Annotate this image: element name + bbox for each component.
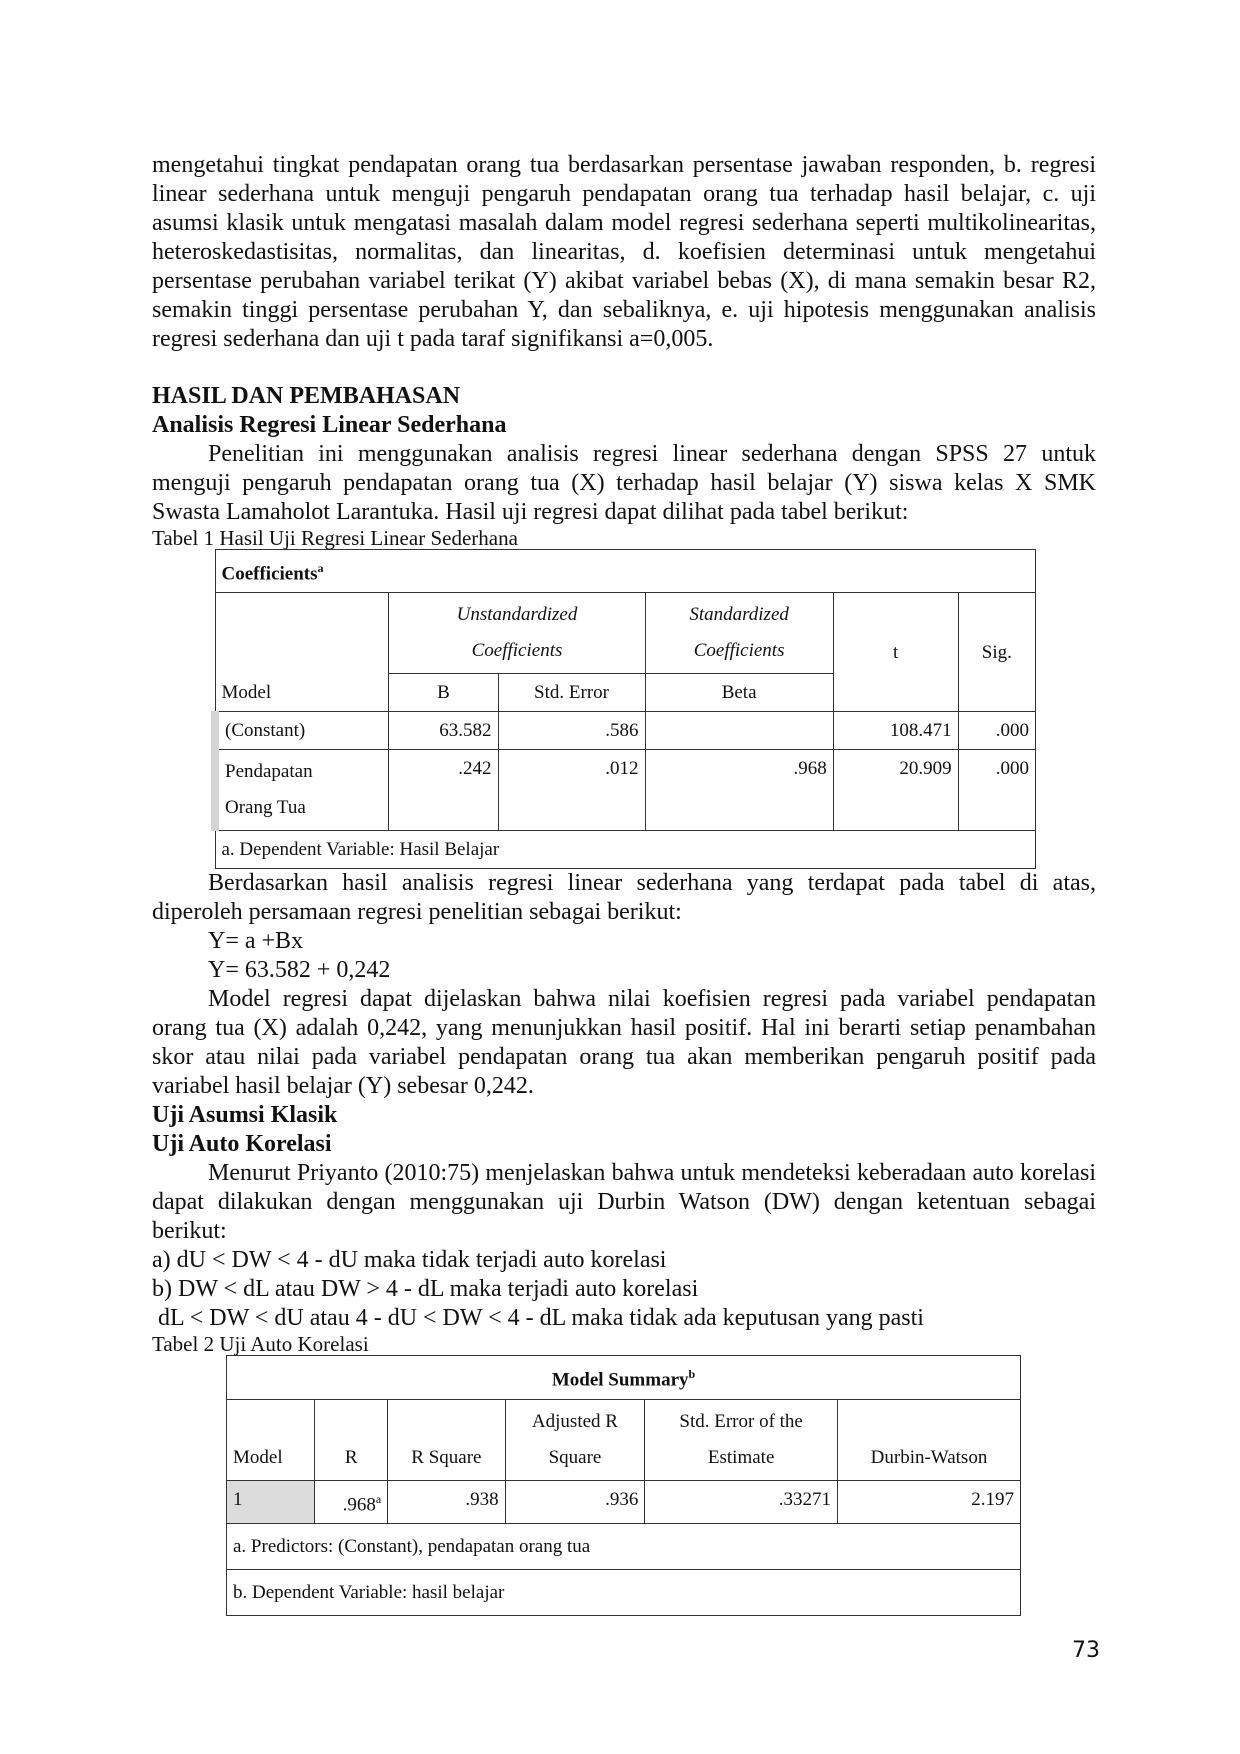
cell-b: .242 [389,750,498,831]
header-standardized: Standardized Coefficients [645,593,833,674]
subsection-heading: Analisis Regresi Linear Sederhana [152,412,507,438]
cell-model: 1 [227,1480,315,1523]
list-item: a) dU < DW < 4 - dU maka tidak terjadi auto korelasi [152,1247,667,1274]
header-durbin-watson: Durbin-Watson [837,1399,1020,1480]
section-heading: HASIL DAN PEMBAHASAN [152,383,461,409]
cell-std-error: .586 [498,712,645,750]
header-r: R [315,1399,388,1480]
cell-beta: .968 [645,750,833,831]
cell-sig: .000 [958,712,1035,750]
header-adjusted-r-square: Adjusted R Square [505,1399,645,1480]
cell-sig: .000 [958,750,1035,831]
cell-std-error-estimate: .33271 [645,1480,838,1523]
page-content [152,151,1096,1616]
cell-adjusted-r-square: .936 [505,1480,645,1523]
cell-r: .968$^a$ [315,1480,388,1523]
interpretation-paragraph: Model regresi dapat dijelaskan bahwa nilai koefisien regresi pada variabel pendapatan orang tua (X) adalah 0,242, yang menunjukkan hasil positif. Hal ini berarti setiap penambahan skor atau nilai pada variabel pendapatan orang tua akan memberikan pengaruh positif pada variabel hasil belajar (Y) sebesar 0,242. [152,986,1096,1100]
table-row [215,712,1036,750]
equation-general: Y= a +Bx [208,928,304,955]
table2-footnote-b: b. Dependent Variable: hasil belajar [227,1569,1021,1615]
equation-result: Y= 63.582 + 0,242 [208,957,391,984]
cell-b: 63.582 [389,712,498,750]
header-b: B [389,674,498,712]
row-label: (Constant) [215,712,389,750]
list-item: b) DW < dL atau DW > 4 - dL maka terjadi auto korelasi [152,1276,699,1303]
header-model: Model [215,593,389,712]
header-beta: Beta [645,674,833,712]
autocorrelation-paragraph: Menurut Priyanto (2010:75) menjelaskan bahwa untuk mendeteksi keberadaan auto korelasi dapat dilakukan dengan menggunakan uji Durbin Watson (DW) dengan ketentuan sebagai berikut: [152,1160,1096,1245]
regression-paragraph: Penelitian ini menggunakan analisis regresi linear sederhana dengan SPSS 27 untuk menguji pengaruh pendapatan orang tua (X) terhadap hasil belajar (Y) siswa kelas X SMK Swasta Lamaholot Larantuka. Hasil uji regresi dapat dilihat pada tabel berikut: [152,441,1096,525]
subsection-heading: Uji Auto Korelasi [152,1131,332,1158]
section-heading: Uji Asumsi Klasik [152,1102,338,1129]
table2-footnote-a: a. Predictors: (Constant), pendapatan orang tua [227,1523,1021,1569]
cell-beta [645,712,833,750]
spacer [152,354,1096,382]
row-label: Pendapatan Orang Tua [215,750,389,831]
table2-title: Model Summary$^b$ [227,1356,1021,1399]
cell-durbin-watson: 2.197 [837,1480,1020,1523]
header-model: Model [227,1399,315,1480]
page-number: 73 [1072,1638,1100,1663]
coefficients-table [211,549,1036,869]
header-std-error-estimate: Std. Error of the Estimate [645,1399,838,1480]
table1-caption: Tabel 1 Hasil Uji Regresi Linear Sederhana [152,526,518,550]
cell-std-error: .012 [498,750,645,831]
table1-title: Coefficients$^a$ [215,550,1036,593]
list-item: dL < DW < dU atau 4 - dU < DW < 4 - dL maka tidak ada keputusan yang pasti [152,1305,924,1332]
model-summary-table [226,1355,1021,1616]
equation-intro-paragraph: Berdasarkan hasil analisis regresi linear sederhana yang terdapat pada tabel di atas, diperoleh persamaan regresi penelitian sebagai berikut: [152,870,1096,926]
cell-t: 20.909 [833,750,958,831]
header-t: t [833,593,958,712]
table-row [215,750,1036,831]
cell-r-square: .938 [388,1480,505,1523]
header-r-square: R Square [388,1399,505,1480]
header-std-error: Std. Error [498,674,645,712]
cell-t: 108.471 [833,712,958,750]
table-row [227,1480,1021,1523]
header-sig: Sig. [958,593,1035,712]
table2-caption: Tabel 2 Uji Auto Korelasi [152,1332,369,1357]
header-unstandardized: Unstandardized Coefficients [389,593,645,674]
table1-footnote: a. Dependent Variable: Hasil Belajar [215,831,1036,869]
intro-paragraph: mengetahui tingkat pendapatan orang tua berdasarkan persentase jawaban responden, b. regresi linear sederhana untuk menguji pengaruh pendapatan orang tua terhadap hasil belajar, c. uji asumsi klasik untuk mengatasi masalah dalam model regresi sederhana seperti multikolinearitas, heteroskedastisitas, normalitas, dan linearitas, d. koefisien determinasi untuk mengetahui persentase perubahan variabel terikat (Y) akibat variabel bebas (X), di mana semakin besar R2, semakin tinggi persentase perubahan Y, dan sebaliknya, e. uji hipotesis menggunakan analisis regresi sederhana dan uji t pada taraf signifikansi a=0,005. [152,152,1096,352]
